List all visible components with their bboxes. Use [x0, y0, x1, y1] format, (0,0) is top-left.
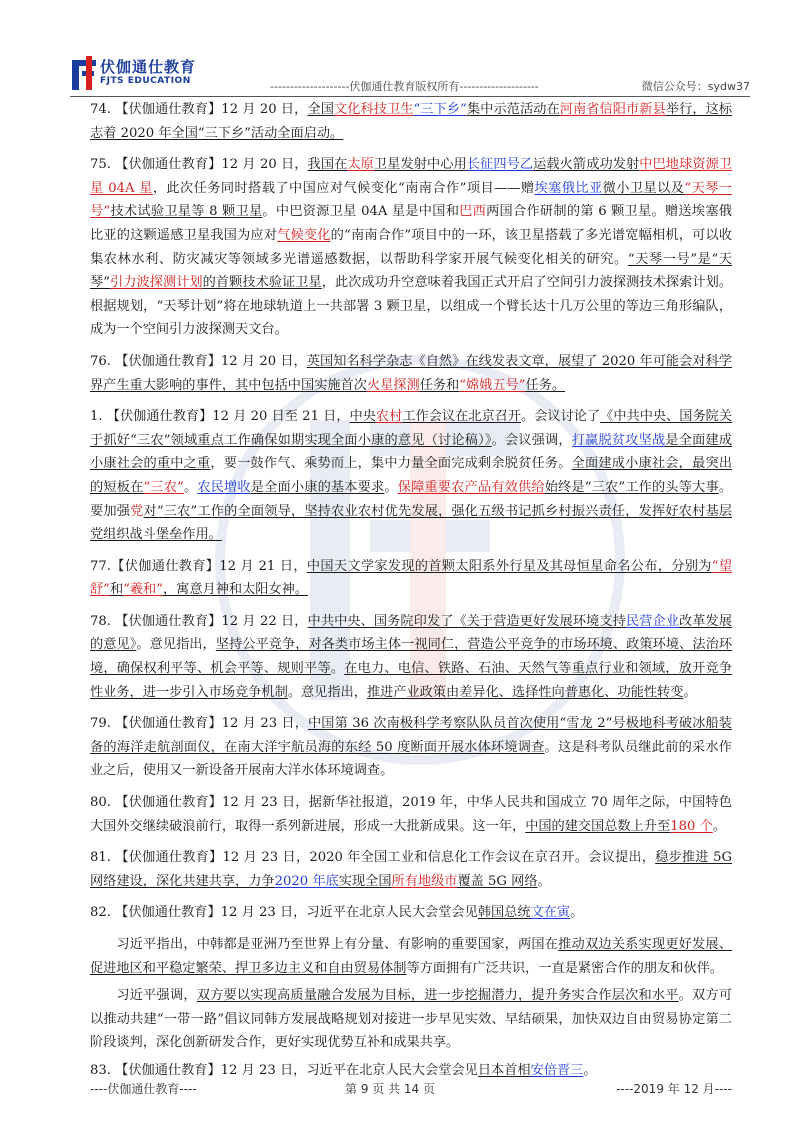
paragraph-text: 。	[183, 479, 198, 495]
news-paragraph	[90, 405, 732, 547]
highlighted-text: 对“三农”工作的全面领导，坚持农业农村优先发展，强化五级书记抓乡村振兴责任，发挥好农村基层党组织战斗堡垒作用。	[90, 503, 733, 543]
highlighted-text: “三下乡”	[413, 102, 467, 117]
highlighted-text: 180 个	[670, 818, 713, 834]
news-paragraph	[90, 791, 732, 838]
highlighted-text: 实现全国	[338, 873, 392, 889]
highlighted-text: 举行，这标志着 2020 年全国“三下乡”活动全面启动。	[90, 102, 733, 141]
paragraph-text: 。	[683, 684, 697, 700]
paragraph-text: 76. 【伏伽通仕教育】12 月 20 日，	[90, 353, 307, 369]
highlighted-text: 气候变化	[277, 227, 331, 243]
highlighted-text: 长征四号乙	[466, 157, 534, 173]
highlighted-text: 文化科技卫生	[333, 102, 414, 117]
paragraph-text: 。	[583, 1062, 597, 1078]
highlighted-text: “天琴一号”	[90, 180, 732, 220]
news-paragraph	[90, 555, 732, 602]
highlighted-text: ，寓意月神和太阳女神。	[162, 582, 309, 598]
paragraph-text: ，此次成功升空意味着我国正式开启了空间引力波探测技术探索计划。根据规划，“天琴计划”将在地球轨道上一共部署 3 颗卫星，以组成一个臂长达十几万公里的等边三角形编队，成为一个空间引力波探测天文台。	[90, 275, 732, 338]
brand-name-cn: 伏伽通仕教育	[100, 58, 197, 76]
highlighted-text: 全面建成小康社会，最突出的短板在	[90, 456, 733, 495]
news-paragraph	[90, 712, 732, 783]
highlighted-text: 党	[130, 503, 144, 519]
highlighted-text: 引力波探测计划	[109, 275, 203, 291]
paragraph-text: ，要一鼓作气、乘势而上，集中力量全面完成剩余脱贫任务。	[210, 456, 572, 472]
news-paragraph	[90, 846, 732, 893]
paragraph-text: 。意见指出，	[136, 637, 216, 653]
paragraph-text: 等方面拥有广泛共识，一直是紧密合作的朋友和伙伴。	[406, 960, 723, 976]
highlighted-text: 日本首相	[477, 1062, 531, 1078]
highlighted-text: 和	[109, 582, 124, 598]
news-content	[90, 98, 732, 1091]
highlighted-text: 埃塞俄比亚	[534, 180, 603, 196]
highlighted-text: 任务。	[525, 377, 566, 393]
paragraph-text: 83. 【伏伽通仕教育】12 月 23 日，习近平在北京人民大会堂会见	[90, 1062, 478, 1078]
highlighted-text: 韩国总统	[477, 905, 531, 921]
paragraph-text: ，此次任务同时搭载了中国应对气候变化“南南合作”项目——赠	[152, 180, 535, 196]
news-paragraph	[90, 153, 732, 342]
paragraph-text: 。双方可以推动共建“一带一路”倡议同韩方发展战略规划对接进一步早见实效、早结硕果，加快双边自由贸易协定第二阶段谈判，深化创新研发合作，更好实现优势互补和成果共享。	[90, 988, 733, 1051]
highlighted-text: 工作会议在北京召开	[402, 409, 522, 425]
highlighted-text: 运载火箭成功发射	[533, 157, 640, 173]
highlighted-text: 卫星发射中心用	[373, 157, 467, 173]
paragraph-text: 78. 【伏伽通仕教育】12 月 22 日，	[90, 613, 308, 629]
paragraph-text: 习近平指出，中韩都是亚洲乃至世界上有分量、有影响的重要国家，两国在	[116, 937, 559, 952]
news-paragraph	[90, 933, 732, 980]
paragraph-text: 。意见指出，	[287, 684, 367, 700]
highlighted-text: 《中共中央、国务院关于抓好“三农”领域重点工作确保如期实现全面小康的意见（讨论稿）》	[90, 409, 733, 448]
news-paragraph	[90, 610, 732, 704]
highlighted-text: “羲和”	[123, 582, 163, 598]
news-paragraph	[90, 350, 732, 397]
paragraph-text: 82. 【伏伽通仕教育】12 月 23 日，习近平在北京人民大会堂会见	[90, 905, 478, 921]
highlighted-text: 的首颗技术验证卫星	[202, 275, 322, 291]
news-paragraph	[90, 984, 732, 1055]
highlighted-text: “三农”	[143, 479, 184, 495]
paragraph-text: 习近平强调，	[116, 988, 197, 1004]
highlighted-text: 打赢脱贫攻坚战	[571, 432, 666, 448]
highlighted-text: 中巴地球资源卫星 04A 星	[90, 157, 733, 196]
paragraph-text: 77.【伏伽通仕教育】12 月 21 日，	[90, 558, 307, 574]
highlighted-text: 文在寅	[530, 905, 571, 921]
paragraph-text: 。	[384, 479, 398, 495]
highlighted-text: 覆盖 5G 网络	[457, 873, 538, 889]
highlighted-text: 农民增收	[197, 479, 251, 495]
highlighted-text: 是全面建成小康社会的重中之重	[90, 432, 733, 472]
highlighted-text: 技术试验卫星等 8 颗卫星	[110, 204, 263, 220]
highlighted-text: 农村	[375, 409, 403, 425]
highlighted-text: 集中示范活动在	[466, 102, 560, 117]
paragraph-text: 。	[712, 818, 726, 834]
highlighted-text: “嫦娥五号”	[459, 377, 526, 393]
copyright-notice: --------------------伏伽通仕教育版权所有--------------------	[270, 80, 539, 93]
paragraph-text: 的“南南合作”项目中的一环，该卫星搭载了多光谱宽幅相机，可以收集农林水利、防灾减灾等领域多光谱遥感数据，以帮助科学家开展气候变化相关的研究。	[90, 227, 733, 267]
paragraph-text: 74. 【伏伽通仕教育】12 月 20 日，	[90, 102, 308, 117]
highlighted-text: 全国	[307, 102, 334, 117]
highlighted-text: 推进产业政策由差异化、选择性向普惠化、功能性转变	[366, 684, 684, 700]
highlighted-text: 任务和	[419, 377, 460, 393]
news-paragraph	[90, 901, 732, 925]
paragraph-text: 。中巴资源卫星 04A 星是中国和	[262, 204, 460, 220]
highlighted-text: 所有地级市	[391, 873, 458, 889]
news-paragraph	[90, 98, 732, 145]
paragraph-text: 79. 【伏伽通仕教育】12 月 23 日，	[90, 716, 309, 732]
brand-name-en: FJTS EDUCATION	[100, 76, 191, 86]
highlighted-text: 安倍晋三	[530, 1062, 584, 1078]
highlighted-text: 太原	[347, 157, 374, 173]
highlighted-text: 中国第 36 次南极科学考察队队员首次使用“雪龙 2”号极地科考破冰船装备的海洋走航剖面仪，在南大洋宇航员海的东经 50 度断面开展水体环境调查	[90, 716, 732, 755]
paragraph-text: 。	[330, 661, 345, 677]
paragraph-text: 75. 【伏伽通仕教育】12 月 20 日，	[90, 157, 308, 173]
highlighted-text: 火星探测	[366, 377, 420, 393]
highlighted-text: 中国的建交国总数上升至	[525, 818, 671, 834]
footer-date: ----2019 年 12 月----	[616, 1082, 732, 1096]
paragraph-text: 。会议讨论了	[521, 409, 601, 425]
paragraph-text: 81. 【伏伽通仕教育】12 月 23 日，2020 年全国工业和信息化工作会议在京召开。会议提出，	[90, 850, 656, 866]
highlighted-text: 微小卫星以及	[602, 180, 685, 196]
highlighted-text: 改革发展的意见》	[90, 613, 733, 653]
highlighted-text: 巴西	[459, 204, 487, 220]
highlighted-text: 英国知名科学杂志《自然》在线发表文章，展望了 2020 年可能会对科学界产生重大影响的事件，其中包括中国实施首次	[90, 353, 732, 393]
paragraph-text: 。	[570, 905, 584, 921]
highlighted-text: 2020 年底	[274, 873, 339, 889]
page-number: 第 9 页 共 14 页	[345, 1082, 435, 1096]
page-footer	[90, 1080, 732, 1104]
highlighted-text: 中共中央、国务院印发了《关于营造更好发展环境支持	[307, 613, 626, 629]
highlighted-text: “望舒”	[90, 558, 733, 598]
highlighted-text: 是全面小康的基本要求	[250, 479, 385, 495]
paragraph-text: 。会议强调，	[491, 432, 572, 448]
highlighted-text: 中国天文学家发现的首颗太阳系外行星及其母恒星命名公布，分别为	[306, 558, 712, 574]
paragraph-text: 。	[537, 873, 551, 889]
highlighted-text: 稳步推进 5G 网络建设，深化共建共享，力争	[90, 850, 732, 889]
brand-logo	[70, 54, 290, 94]
highlighted-text: 我国在	[307, 157, 348, 173]
footer-brand: ----伏伽通仕教育----	[90, 1082, 197, 1096]
brand-logo-icon	[70, 54, 100, 92]
highlighted-text: 双方要以实现高质量融合发展为目标，进一步挖掘潜力，提升务实合作层次和水平	[196, 988, 679, 1004]
highlighted-text: 民营企业	[625, 613, 680, 629]
highlighted-text: 推动双边关系实现更好发展、促进地区和平稳定繁荣、捍卫多边主义和自由贸易体制	[90, 937, 733, 976]
wechat-account: 微信公众号：sydw37	[641, 80, 750, 93]
highlighted-text: 始终是“三农”工作的头等大事	[544, 479, 719, 495]
paragraph-text: 。这是科考队员继此前的采水作业之后，使用又一新设备开展南大洋水体环境调查。	[90, 739, 732, 779]
highlighted-text: 河南省信阳市新县	[559, 102, 666, 117]
page-header	[70, 50, 750, 97]
paragraph-text: 两国合作研制的第 6 颗卫星。赠送埃塞俄比亚的这颗遥感卫星我国为应对	[90, 204, 732, 243]
paragraph-text: 1. 【伏伽通仕教育】12 月 20 日至 21 日，	[90, 409, 350, 425]
highlighted-text: 坚持公平竞争，对各类市场主体一视同仁，营造公平竞争的市场环境、政策环境、法治环境，确保权利平等、机会平等、规则平等	[90, 637, 733, 677]
highlighted-text: “天琴一号”是“天琴”	[90, 251, 733, 291]
highlighted-text: 在电力、电信、铁路、石油、天然气等重点行业和领域，放开竞争性业务，进一步引入市场竞争机制	[90, 661, 733, 700]
paragraph-text: 80. 【伏伽通仕教育】12 月 23 日，据新华社报道，2019 年，中华人民共和国成立 70 周年之际，中国特色大国外交继续破浪前行，取得一系列新进展，形成一大批新成果。这一年，	[90, 795, 732, 834]
highlighted-text: 保障重要农产品有效供给	[397, 479, 545, 495]
paragraph-text: 。要加强	[90, 479, 733, 519]
highlighted-text: 中央	[349, 409, 376, 425]
